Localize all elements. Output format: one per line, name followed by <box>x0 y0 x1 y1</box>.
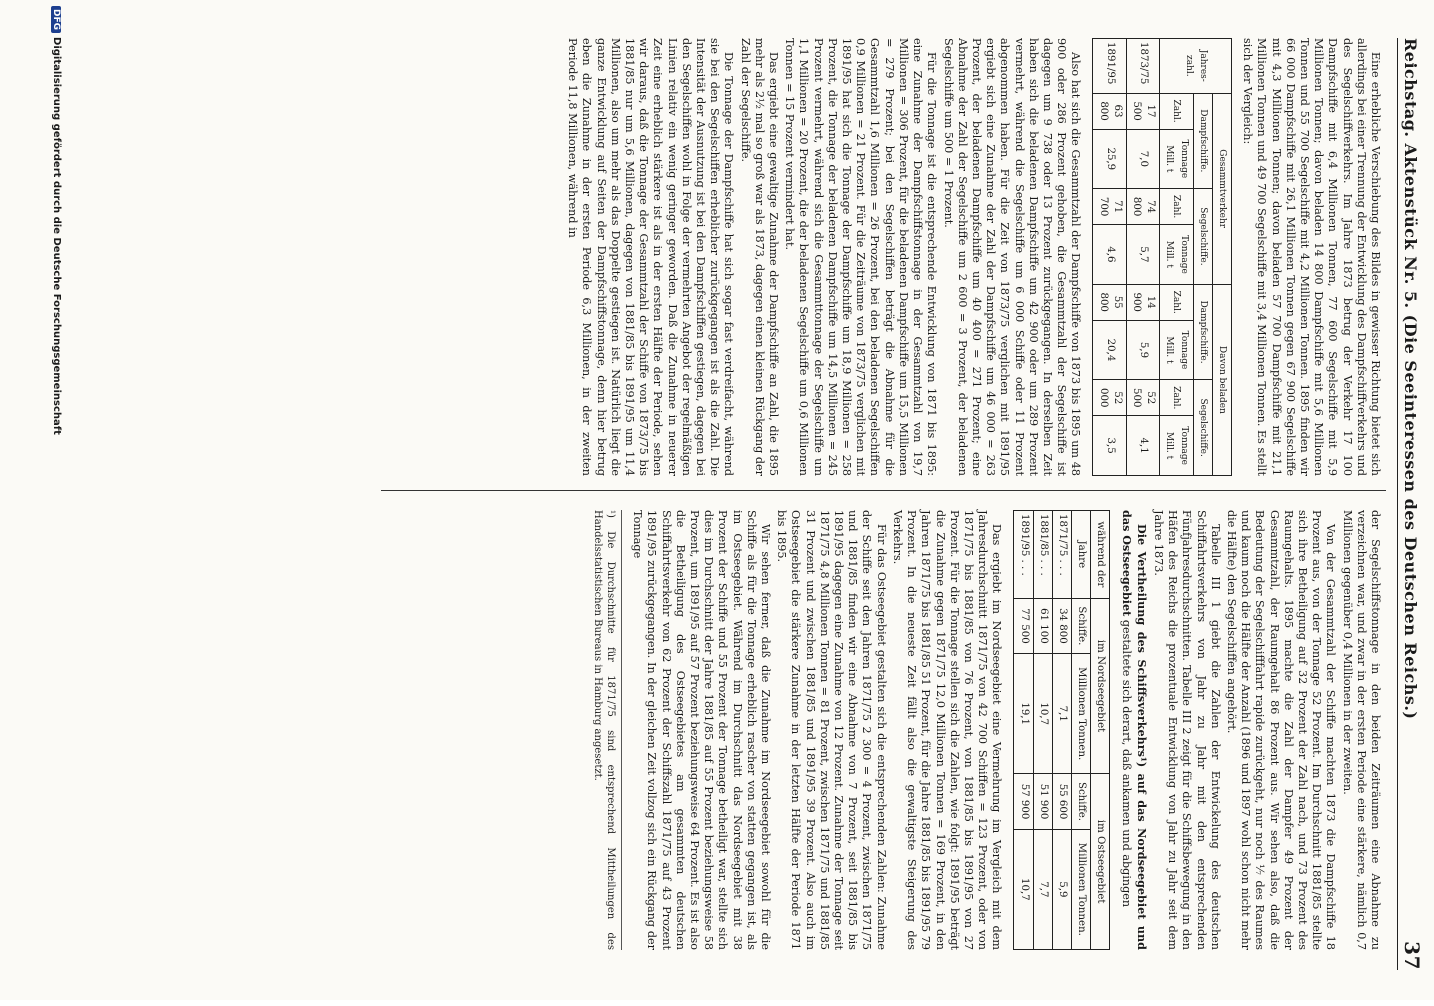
table-cell: 17 500 <box>1126 93 1159 129</box>
bold-heading: Die Vertheilung des Schiffsverkehrs <box>1134 524 1149 757</box>
paragraph: Also hat sich die Gesammtzahl der Dampfschiffe von 1873 bis 1895 um 48 900 oder 286 Prozent gehoben, die Gesammtzahl der Segelschiffe ist dagegen um 9 738 oder 13 Prozent zurückgegangen. In derselben Zeit haben sich die beladenen Dampfschiffe um 42 900 oder um 289 Prozent vermehrt, während die Segelschiffe um 6 000 Schiffe oder 11 Prozent abgenommen haben. Für die Zeit von 1873/75 verglichen mit 1891/95 ergiebt sich eine Zunahme der Zahl der Dampfschiffe um 46 000 = 263 Prozent, der beladenen Dampfschiffe um 40 400 = 271 Prozent; eine Abnahme der Zahl der Segelschiffe um 2 600 = 3 Prozent, der beladenen Segelschiffe um 500 = 1 Prozent. <box>941 38 1083 476</box>
table-cell: 5,9 <box>1126 320 1159 380</box>
table-cell: 74 800 <box>1126 189 1159 225</box>
right-column <box>591 510 1382 950</box>
page-header <box>1397 38 1426 970</box>
credit-text: Digitalisierung gefördert durch die Deutsche Forschungsgemeinschaft <box>51 37 62 435</box>
table-subheader: Zahl. <box>1160 380 1193 416</box>
table-cell: 63 800 <box>1093 93 1126 129</box>
table-cell: 57 900 <box>1014 774 1033 829</box>
table-cell: 61 100 <box>1033 598 1052 653</box>
table-subheader: Zahl. <box>1160 93 1193 129</box>
paragraph: Für das Ostseegebiet gestalten sich die entsprechenden Zahlen: Zunahme der Schiffe seit den Jahren 1871/75 2 300 = 4 Prozent, zwischen 1871/75 und 1881/85 finden wir eine Abnahme von 7 Prozent, seit 1881/85 bis 1891/95 dagegen eine Zunahme von 12 Prozent. Zunahme der Tonnage seit 1871/75 4,8 Millionen Tonnen = 81 Prozent, zwischen 1871/75 und 1881/85 31 Prozent und zwischen 1881/85 und 1891/95 39 Prozent. Also auch im Ostseegebiet die stärkere Zunahme in der letzten Hälfte der Periode 1871 bis 1895. <box>775 510 888 950</box>
table-cell: 51 900 <box>1033 774 1052 829</box>
table-subheader: Schiffe. <box>1071 774 1090 829</box>
paragraph: der Segelschiffstonnage in den beiden Zeiträumen eine Abnahme zu verzeichnen war, und zwar in der ersten Periode eine stärkere, nämlich 0,7 Millionen gegenüber 0,4 Millionen in der zweiten. <box>1340 510 1382 950</box>
table-cell: 34 800 <box>1052 598 1071 653</box>
table-header-north-sea: im Nordseegebiet <box>1091 598 1110 774</box>
table-cell: 7,1 <box>1052 654 1071 774</box>
table-cell: 20,4 <box>1093 320 1126 380</box>
table-subheader: Millionen Tonnen. <box>1071 829 1090 949</box>
table-cell: 5,9 <box>1052 829 1071 949</box>
table-row <box>1052 511 1071 950</box>
table-header-baltic: im Ostseegebiet <box>1091 774 1110 950</box>
table-cell: 7,0 <box>1126 129 1159 189</box>
paragraph <box>1118 510 1148 950</box>
table-row <box>1014 511 1033 950</box>
table-header-steam: Dampfschiffe. <box>1193 93 1212 189</box>
column-divider <box>381 490 1386 491</box>
table-cell: 55 600 <box>1052 774 1071 829</box>
paragraph: Wir sehen ferner, daß die Zunahme im Nordseegebiet sowohl für die Schiffe als für die Tonnage erheblich rascher von statten gegangen ist, als im Ostseegebiet. Während im Durchschnitt das Nordseegebiet mit 38 Prozent der Schiffe und 55 Prozent der Tonnage betheiligt war, stellte sich dies im Durchschnitt der Jahre 1881/85 auf 55 Prozent beziehungsweise 58 Prozent, um 1891/95 auf 57 Prozent beziehungsweise 64 Prozent. Es ist also die Betheiligung des Ostseegebietes am gesammten deutschen Schiffahrtsverkehr von 62 Prozent der Schiffszahl 1871/75 auf 43 Prozent 1891/95 zurückgegangen. In der gleichen Zeit vollzog sich ein Rückgang der Tonnage <box>631 510 773 950</box>
table-subheader: Millionen Tonnen. <box>1071 654 1090 774</box>
table-cell: 52 500 <box>1126 380 1159 416</box>
page-number: 37 <box>1400 941 1424 970</box>
dfg-logo-icon: DFG <box>51 6 61 33</box>
table-subheader: Tonnage Mill. t <box>1160 129 1193 189</box>
table-cell: 14 900 <box>1126 284 1159 320</box>
table-cell: 1871/75 . . . <box>1052 511 1071 599</box>
table-cell: 71 700 <box>1093 189 1126 225</box>
paragraph: Das ergiebt im Nordseegebiet eine Vermehrung im Vergleich mit dem Jahresdurchschnitt 1871/75 von 42 700 Schiffen = 123 Prozent, oder von 1871/75 bis 1881/85 von 76 Prozent, von 1881/85 bis 1891/95 von 27 Prozent. Für die Tonnage stellen sich die Zahlen, wie folgt: 1891/95 beträgt die Zunahme gegen 1871/75 12,0 Millionen Tonnen = 169 Prozent, in den Jahren 1871/75 bis 1881/85 51 Prozent, für die Jahre 1881/85 bis 1891/95 79 Prozent. In die neueste Zeit fällt also die gewaltigste Steigerung des Verkehrs. <box>890 510 1004 950</box>
running-title: Reichstag. Aktenstück Nr. 5. (Die Seeinteressen des Deutschen Reichs.) <box>1401 38 1420 720</box>
paragraph: Eine erhebliche Verschiebung des Bildes in gewisser Richtung bietet sich allerdings bei einer Trennung der Entwicklung des Dampfschiffverkehrs und des Segelschiffverkehrs. Im Jahre 1873 betrug der Verkehr 17 100 Dampfschiffe mit 6,4 Millionen Tonnen, 77 600 Segelschiffe mit 5,9 Millionen Tonnen; davon beladen 14 800 Dampfschiffe mit 5,6 Millionen Tonnen und 55 700 Segelschiffe mit 4,2 Millionen Tonnen. 1895 finden wir 66 000 Dampfschiffe mit 26,1 Millionen Tonnen gegen 67 900 Segelschiffe mit 4,3 Millionen Tonnen; davon beladen 57 700 Dampfschiffe mit 21,1 Millionen Tonnen und 49 700 Segelschiffe mit 3,4 Millionen Tonnen. Es stellt sich der Vergleich: <box>1241 38 1382 476</box>
table-cell: 1891/95 <box>1093 39 1126 94</box>
table-cell: 1891/95 . . . <box>1014 511 1033 599</box>
table-cell: 4,6 <box>1093 225 1126 285</box>
table-row <box>1033 511 1052 950</box>
table-subheader: Zahl. <box>1160 189 1193 225</box>
digitization-credit <box>44 0 62 1006</box>
table-cell: 1873/75 <box>1126 39 1159 94</box>
table-header-loaded: Davon beladen <box>1212 284 1231 475</box>
table-cell: 52 000 <box>1093 380 1126 416</box>
table-row <box>1093 39 1126 476</box>
region-table <box>1013 510 1110 950</box>
table-cell: 19,1 <box>1014 654 1033 774</box>
paragraph: Von der Gesammtzahl der Schiffe machten 1873 die Dampfschiffe 18 Prozent aus, von der Tonnage 52 Prozent. Im Durchschnitt 1881/85 stellte sich ihre Betheiligung auf 32 Prozent der Zahl nach, und 73 Prozent des Raumgehalts. 1895 machte die Zahl der Dampfer 49 Prozent der Gesammtzahl, der Raumgehalt 86 Prozent aus. Wir sehen also, daß die Bedeutung der Segelschifffahrt rapide zurückgeht, nur noch ⅐ des Raumes und kaum noch die Hälfte der Anzahl (1896 und 1897 wohl schon nicht mehr die Hälfte) den Segelschiffen angehört. <box>1224 510 1338 950</box>
table-subheader: Zahl. <box>1160 284 1193 320</box>
table-cell: 7,7 <box>1033 829 1052 949</box>
table-subheader: Jahre <box>1071 511 1090 599</box>
vessel-table <box>1092 38 1232 476</box>
footnote: ¹) Die Durchschnitte für 1871/75 sind entsprechend Mittheilungen des Handelsstatistischen Bureaus in Hamburg angesetzt. <box>591 510 622 950</box>
left-column <box>563 38 1382 476</box>
table-header-sail: Segelschiffe. <box>1193 189 1212 285</box>
table-cell: 55 800 <box>1093 284 1126 320</box>
bold-heading: ¹) auf das Nordseegebiet und das Ostseegebiet <box>1119 510 1149 950</box>
table-cell: 3,5 <box>1093 416 1126 476</box>
table-subheader: Tonnage Mill. t <box>1160 416 1193 476</box>
table-subheader: Tonnage Mill. t <box>1160 225 1193 285</box>
table-cell: 1881/85 . . . <box>1033 511 1052 599</box>
table-header-total: Gesammtverkehr <box>1212 93 1231 284</box>
table-row <box>1126 39 1159 476</box>
table-cell: 77 500 <box>1014 598 1033 653</box>
table-header-period: während der <box>1091 511 1110 599</box>
paragraph: Das ergiebt eine gewaltige Zunahme der Dampfschiffe an Zahl, die 1895 mehr als 2½ mal so groß war als 1873, dagegen einen kleinen Rückgang der Zahl der Segelschiffe. <box>738 38 781 476</box>
paragraph: Für die Tonnage ist die entsprechende Entwicklung von 1871 bis 1895: eine Zunahme der Dampfschiffstonnage in der Gesammtzahl von 19,7 Millionen = 306 Prozent, für die beladenen Dampfschiffe um 15,5 Millionen = 279 Prozent; bei den Segelschiffen beträgt die Abnahme für die Gesammtzahl 1,6 Millionen = 26 Prozent, bei den beladenen Segelschiffen 0,9 Millionen = 21 Prozent. Für die Zeiträume von 1873/75 verglichen mit 1891/95 hat sich die Tonnage der Dampfschiffe um 18,9 Millionen = 258 Prozent, die Tonnage der beladenen Dampfschiffe um 14,5 Millionen = 245 Prozent vermehrt, während sich die Gesammttonnage der Segelschiffe um 1,1 Millionen = 20 Prozent, die der beladenen Segelschiffe um 0,6 Millionen Tonnen = 15 Prozent vermindert hat. <box>783 38 939 476</box>
table-cell: 10,7 <box>1014 829 1033 949</box>
table-cell: 4,1 <box>1126 416 1159 476</box>
table-header-steam-loaded: Dampfschiffe. <box>1193 284 1212 380</box>
table-subheader: Tonnage Mill. t <box>1160 320 1193 380</box>
table-cell: 10,7 <box>1033 654 1052 774</box>
table-header-year: Jahres-zahl. <box>1160 39 1232 94</box>
inline-text: gestaltete sich derart, daß ankamen und abgingen <box>1119 616 1133 908</box>
table-header-sail-loaded: Segelschiffe. <box>1193 380 1212 476</box>
paragraph: Die Tonnage der Dampfschiffe hat sich sogar fast verdreifacht, während sie bei den Segelschiffen erheblicher zurückgegangen ist als die Zahl. Die Intensität der Ausnutzung ist bei den Dampfschiffen gestiegen, dagegen bei den Segelschiffen wohl in Folge der vermehrten Angebot der regelmäßigen Linien relativ ein wenig geringer geworden. Daß die Zunahme in neuerer Zeit eine erheblich stärkere ist als in der ersten Hälfte der Periode, sehen wir daraus, daß die Tonnage der Gesammtzahl der Schiffe von 1873/75 bis 1881/85 nur um 5,6 Millionen, dagegen von 1881/85 bis 1891/95 um 11,4 Millionen, also um mehr als das Doppelte gestiegen ist. Natürlich liegt die ganze Entwicklung auf Seiten der Dampfschiffstonnage, denn hier betrug eben die Zunahme in der ersten Periode 6,3 Millionen, in der zweiten Periode 11,8 Millionen, während in <box>566 38 736 476</box>
table-subheader: Schiffe. <box>1071 598 1090 653</box>
paragraph: Tabelle III 1 giebt die Zahlen der Entwickelung des deutschen Schiffahrtsverkehrs von Jahr zu Jahr mit den entsprechenden Fünfjahresdurchschnitten. Tabelle III 2 zeigt für die Schiffsbewegung in den Häfen des Reichs die prozentuale Entwicklung von Jahr zu Jahr seit dem Jahre 1873. <box>1151 510 1222 950</box>
table-cell: 5,7 <box>1126 225 1159 285</box>
table-cell: 25,9 <box>1093 129 1126 189</box>
